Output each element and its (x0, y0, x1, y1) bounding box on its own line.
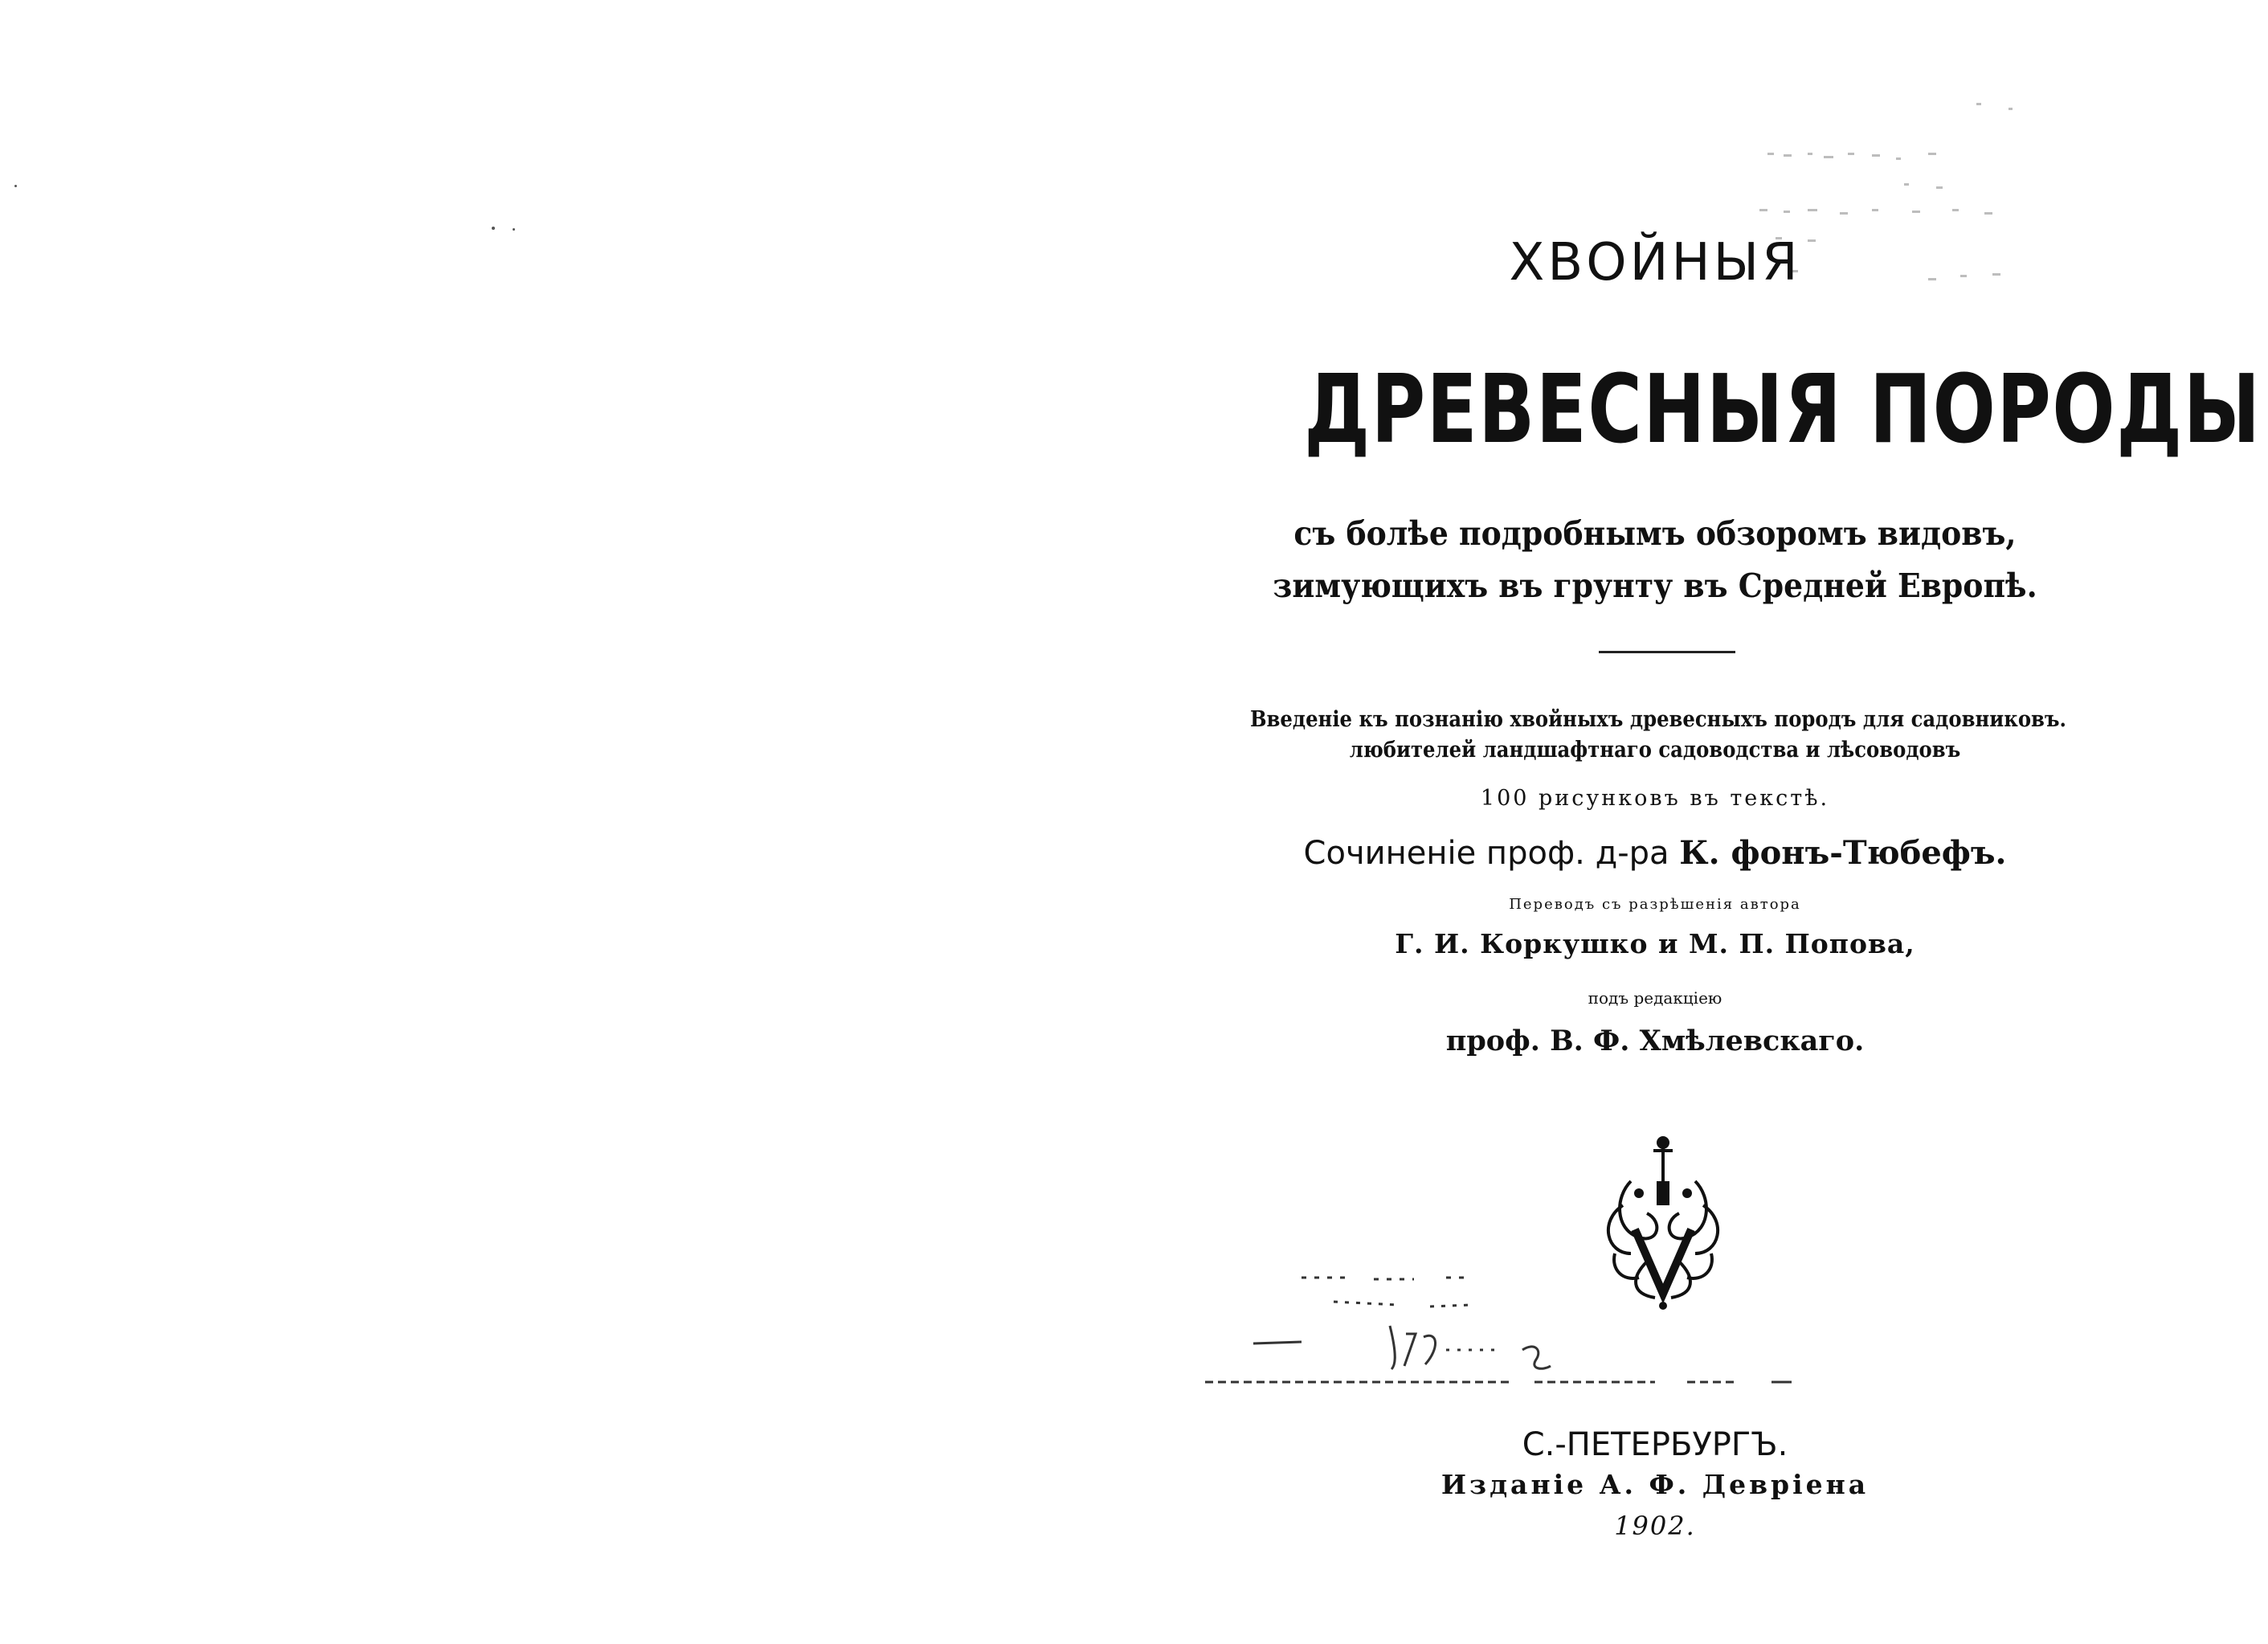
title-page (1205, 0, 2262, 1644)
subtitle-line-2: зимующихъ въ грунту въ Средней Европѣ. (1273, 566, 2037, 605)
translation-note: Переводъ съ разрѣшенія автора (1509, 896, 1801, 913)
paper-speck (14, 185, 17, 187)
editor-note: подъ редакціею (1588, 988, 1722, 1008)
subtitle-line-1: съ болѣе подробнымъ обзоромъ видовъ, (1293, 514, 2017, 553)
title-line-2: ДРЕВЕСНЫЯ ПОРОДЫ (1304, 354, 2262, 464)
blank-left-page (0, 0, 1125, 1644)
intro-line-2: любителей ландшафтнаго садоводства и лѣсоводовъ (1349, 738, 1961, 763)
paper-speck (492, 227, 495, 230)
author-line (1205, 834, 2105, 872)
intro-line-1: Введеніе къ познанію хвойныхъ древесныхъ породъ для садовниковъ. (1250, 707, 2067, 732)
imprint-city: С.-ПЕТЕРБУРГЪ. (1522, 1426, 1788, 1463)
paper-speck (513, 228, 515, 231)
editor: проф. В. Ф. Хмѣлевскаго. (1445, 1024, 1865, 1057)
author-prefix: Сочиненіе проф. д-ра (1303, 835, 1669, 872)
handwritten-shelf-mark (1205, 1270, 2105, 1398)
author-name: К. фонъ-Тюбефъ. (1679, 834, 2007, 872)
imprint-year: 1902. (1614, 1511, 1696, 1541)
translators: Г. И. Коркушко и М. П. Попова, (1395, 928, 1915, 959)
divider-rule (1599, 651, 1735, 653)
figures-note: 100 рисунковъ въ текстѣ. (1480, 786, 1830, 811)
title-line-1: ХВОЙНЫЯ (1509, 233, 1801, 292)
imprint-publisher: Изданіе А. Ф. Девріена (1440, 1469, 1870, 1500)
